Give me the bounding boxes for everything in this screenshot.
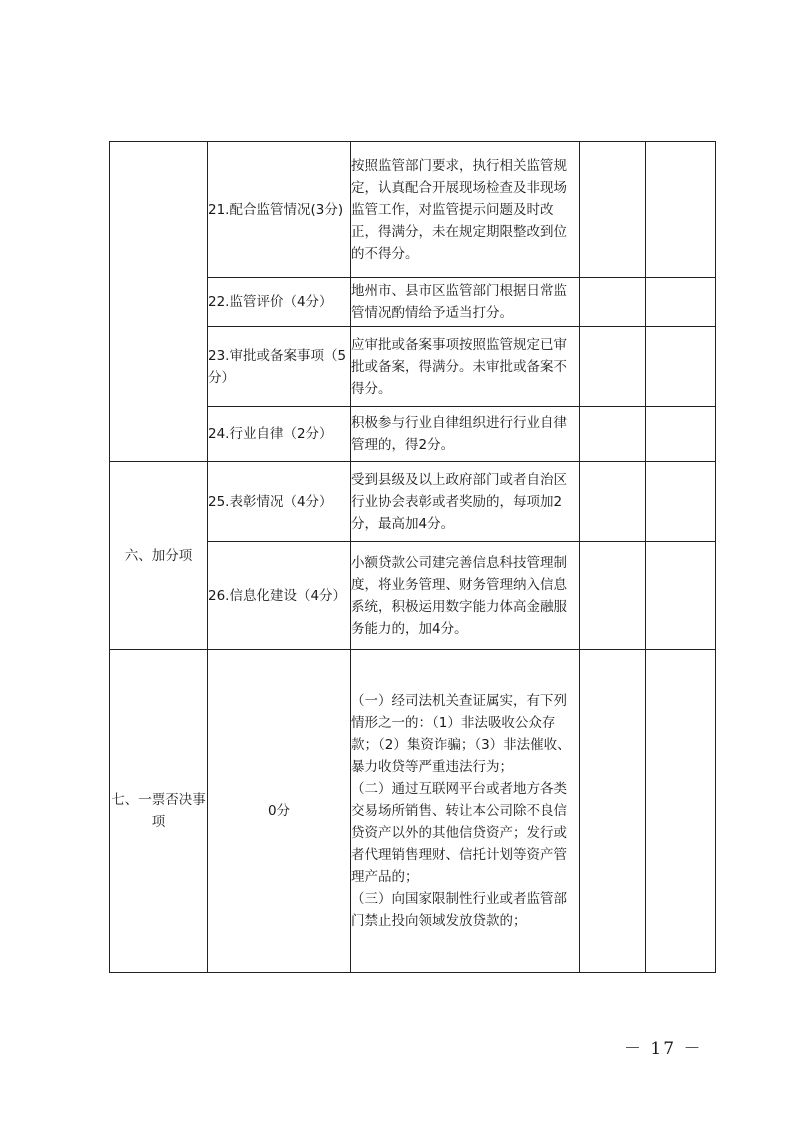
category-cell-supervision [110, 142, 208, 462]
remark-cell [646, 407, 716, 462]
item-cell: 25.表彰情况（4分） [208, 462, 351, 542]
standard-cell [351, 142, 580, 278]
standard-cell [351, 278, 580, 327]
table-row [110, 142, 716, 278]
evaluation-table [109, 141, 716, 973]
standard-text: （三）向国家限制性行业或者监管部门禁止投向领域发放贷款的； [351, 891, 567, 929]
item-cell: 26.信息化建设（4分） [208, 542, 351, 650]
table-row [110, 462, 716, 542]
table-row [110, 650, 716, 973]
category-cell-veto: 七、一票否决事项 [110, 650, 208, 973]
item-cell: 0分 [208, 650, 351, 973]
standard-text: （二）通过互联网平台或者地方各类交易场所销售、转让本公司除不良信贷资产以外的其他信贷资产；发行或者代理销售理财、信托计划等资产管理产品的； [351, 781, 567, 885]
remark-cell [646, 462, 716, 542]
page-number: － 17 － [624, 1039, 703, 1059]
score-cell [580, 142, 646, 278]
standard-text: 应审批或备案事项按照监管规定已审批或备案，得满分。未审批或备案不得分。 [351, 336, 567, 397]
item-cell: 23.审批或备案事项（5分） [208, 327, 351, 407]
remark-cell [646, 142, 716, 278]
standard-text: 按照监管部门要求，执行相关监管规定，认真配合开展现场检查及非现场监管工作，对监管提示问题及时改正，得满分，未在规定期限整改到位的不得分。 [351, 157, 567, 262]
item-cell: 21.配合监管情况(3分) [208, 142, 351, 278]
standard-text: 积极参与行业自律组织进行行业自律管理的，得2分。 [351, 415, 567, 453]
score-cell [580, 327, 646, 407]
remark-cell [646, 278, 716, 327]
standard-text: 小额贷款公司建完善信息科技管理制度，将业务管理、财务管理纳入信息系统，积极运用数字能力体高金融服务能力的，加4分。 [351, 554, 567, 637]
score-cell [580, 650, 646, 973]
standard-text: 地州市、县市区监管部门根据日常监管情况酌情给予适当打分。 [351, 283, 567, 321]
score-cell [580, 407, 646, 462]
category-cell-bonus: 六、加分项 [110, 462, 208, 650]
item-cell: 24.行业自律（2分） [208, 407, 351, 462]
standard-cell [351, 650, 580, 973]
standard-cell [351, 462, 580, 542]
remark-cell [646, 542, 716, 650]
standard-cell [351, 327, 580, 407]
score-cell [580, 462, 646, 542]
standard-text: 受到县级及以上政府部门或者自治区行业协会表彰或者奖励的，每项加2分，最高加4分。 [351, 471, 567, 532]
standard-text: （一）经司法机关查证属实，有下列情形之一的：（1）非法吸收公众存款；（2）集资诈骗；（3）非法催收、暴力收贷等严重违法行为； [351, 693, 571, 775]
item-cell: 22.监管评价（4分） [208, 278, 351, 327]
standard-cell [351, 407, 580, 462]
remark-cell [646, 327, 716, 407]
score-cell [580, 278, 646, 327]
standard-cell [351, 542, 580, 650]
score-cell [580, 542, 646, 650]
remark-cell [646, 650, 716, 973]
